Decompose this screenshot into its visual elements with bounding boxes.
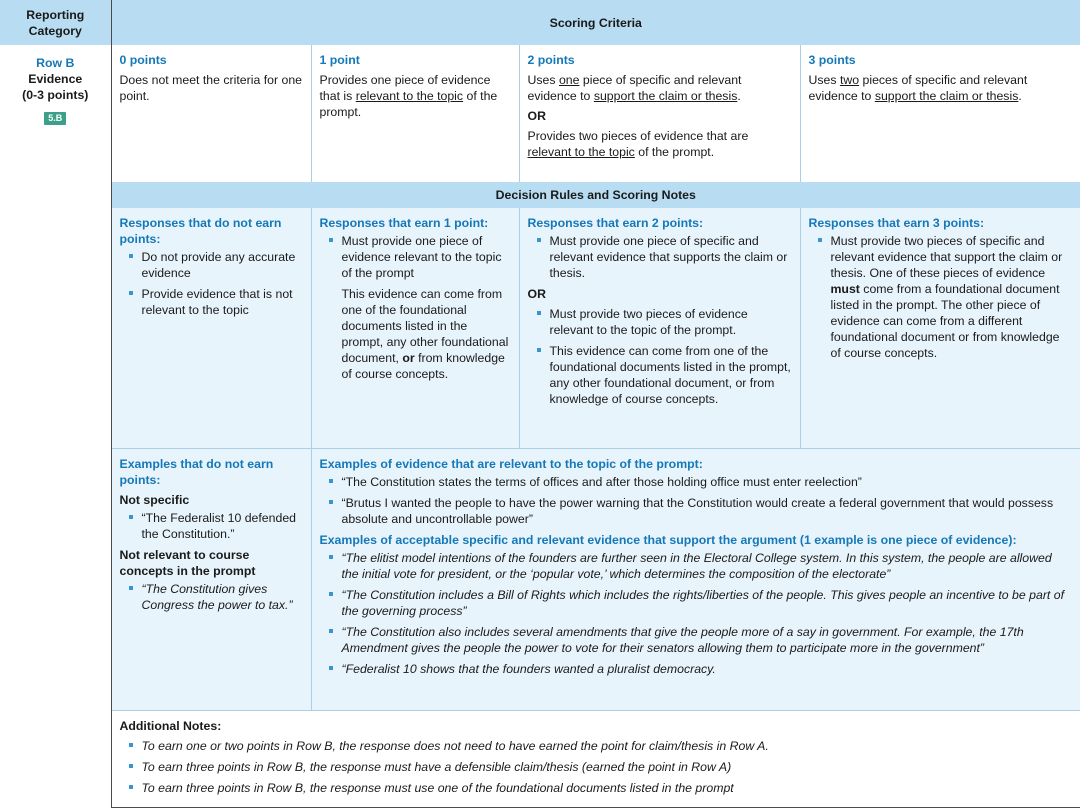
- criteria-2: [519, 45, 800, 182]
- list-item: Must provide two pieces of specific and relevant evidence that support the claim or thesis. One of these pieces of evidence must come from a foundational document listed in the prompt. The other piece of evidence can come from a different foundational document or from knowledge of course concepts.: [809, 233, 1073, 361]
- examples-left: [111, 449, 311, 711]
- rules-0-list: [120, 249, 303, 318]
- examples-right: [311, 449, 1080, 711]
- rules-0-title: Responses that do not earn points:: [119, 216, 282, 246]
- criteria-0-title: 0 points: [119, 53, 167, 67]
- category-name: Evidence: [28, 72, 83, 86]
- rules-1: [311, 208, 519, 449]
- reporting-category-header: Reporting Category: [0, 0, 111, 45]
- category-cell: [0, 45, 111, 808]
- additional-notes: [111, 711, 1080, 808]
- scoring-criteria-header: Scoring Criteria: [111, 0, 1080, 45]
- examples-left-h1: Not specific: [119, 493, 190, 507]
- list-item: Must provide one piece of evidence relevant to the topic of the prompt: [320, 233, 511, 281]
- skill-badge: 5.B: [44, 112, 66, 125]
- criteria-0: [111, 45, 311, 182]
- list-item: To earn three points in Row B, the response must have a defensible claim/thesis (earned the point in Row A): [120, 759, 1073, 775]
- list-item: “The Constitution gives Congress the power to tax.”: [120, 581, 303, 613]
- list-item: “The Constitution includes a Bill of Rights which includes the rights/liberties of the people. This gives people an incentive to be part of the governing process”: [320, 587, 1073, 619]
- criteria-2-or: OR: [527, 109, 546, 123]
- list-item: Must provide one piece of specific and relevant evidence that supports the claim or thesis.: [528, 233, 792, 281]
- list-item: To earn three points in Row B, the response must use one of the foundational documents listed in the prompt: [120, 780, 1073, 796]
- rules-3-title: Responses that earn 3 points:: [808, 216, 985, 230]
- criteria-1-desc: Provides one piece of evidence that is relevant to the topic of the prompt.: [319, 73, 498, 119]
- list-item: This evidence can come from one of the foundational documents listed in the prompt, any other foundational document, or from knowledge of course concepts.: [528, 343, 792, 407]
- criteria-3: [800, 45, 1080, 182]
- list-item: Provide evidence that is not relevant to the topic: [120, 286, 303, 318]
- list-item: Must provide two pieces of evidence relevant to the topic of the prompt.: [528, 306, 792, 338]
- criteria-0-desc: Does not meet the criteria for one point.: [119, 73, 302, 103]
- rules-1-title: Responses that earn 1 point:: [319, 216, 489, 230]
- list-item: To earn one or two points in Row B, the response does not need to have earned the point for claim/thesis in Row A.: [120, 738, 1073, 754]
- decision-rules-header: Decision Rules and Scoring Notes: [111, 182, 1080, 208]
- list-item: “The Constitution states the terms of offices and after those holding office must enter reelection”: [320, 474, 1073, 490]
- criteria-2-desc2: Provides two pieces of evidence that are relevant to the topic of the prompt.: [527, 129, 749, 159]
- rules-1-para: This evidence can come from one of the foundational documents listed in the prompt, any other foundational document, or from knowledge of course concepts.: [341, 287, 509, 381]
- row-label: Row B: [36, 56, 75, 70]
- criteria-3-desc: Uses two pieces of specific and relevant evidence to support the claim or thesis.: [808, 73, 1028, 103]
- examples-right-title1: Examples of evidence that are relevant to the topic of the prompt:: [319, 457, 703, 471]
- criteria-1-title: 1 point: [319, 53, 360, 67]
- additional-notes-title: Additional Notes:: [119, 719, 222, 733]
- criteria-3-title: 3 points: [808, 53, 856, 67]
- examples-left-h2: Not relevant to course concepts in the prompt: [119, 548, 256, 578]
- list-item: Do not provide any accurate evidence: [120, 249, 303, 281]
- list-item: “The Federalist 10 defended the Constitution.”: [120, 510, 303, 542]
- list-item: “The elitist model intentions of the founders are further seen in the Electoral College system. In this system, the people are allowed the initial vote for president, or the ‘popular vote,’ which determines the composition of the electorate”: [320, 550, 1073, 582]
- category-points: (0-3 points): [22, 88, 89, 102]
- list-item: “Brutus I wanted the people to have the power warning that the Constitution would create a federal government that would possess absolute and uncontrollable power”: [320, 495, 1073, 527]
- criteria-2-title: 2 points: [527, 53, 575, 67]
- criteria-2-desc: Uses one piece of specific and relevant evidence to support the claim or thesis.: [527, 73, 742, 103]
- examples-left-title: Examples that do not earn points:: [119, 457, 274, 487]
- rules-2: [519, 208, 800, 449]
- list-item: “The Constitution also includes several amendments that give the people more of a say in government. For example, the 17th Amendment gives the people the power to vote for their senators allowing them to participate more in the government”: [320, 624, 1073, 656]
- rules-2-title: Responses that earn 2 points:: [527, 216, 704, 230]
- criteria-1: [311, 45, 519, 182]
- list-item: “Federalist 10 shows that the founders wanted a pluralist democracy.: [320, 661, 1073, 677]
- rules-2-or: OR: [527, 287, 546, 301]
- examples-right-title2: Examples of acceptable specific and relevant evidence that support the argument (1 example is one piece of evidence):: [319, 533, 1017, 547]
- rules-3: [800, 208, 1080, 449]
- rules-0: [111, 208, 311, 449]
